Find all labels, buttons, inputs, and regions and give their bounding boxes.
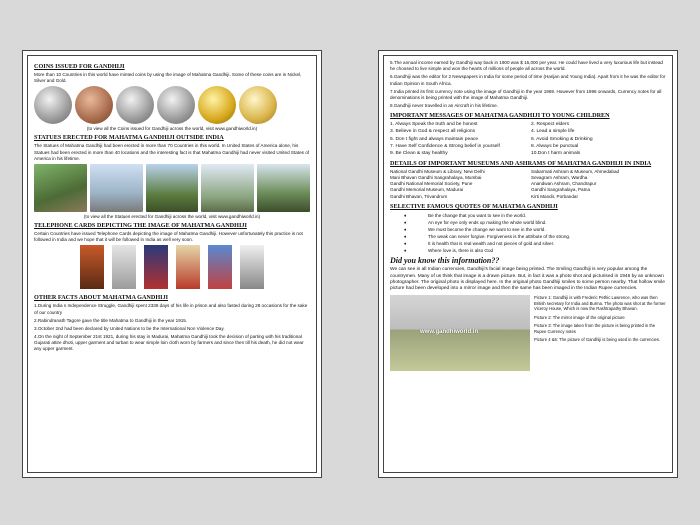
telephone-card-image — [112, 245, 136, 289]
quote-item: ♦ Where love is, there is also God — [404, 247, 666, 254]
message-item: 8. Always be punctual — [531, 143, 579, 149]
quote-item: ♦ Be the change that you want to see in the world. — [404, 212, 666, 219]
coins-gallery — [34, 86, 310, 124]
fact-item: 5.The annual income earned by Gandhiji way back in 1900 was $ 15,000 per year. He could have lived a very luxurious life but instead he choosed to live simple and won the hearts of millions of people all across the world. — [390, 60, 663, 72]
message-item: 1. Always Speak the truth and be honest — [390, 122, 478, 128]
coin-image — [157, 86, 195, 124]
statues-gallery — [34, 164, 310, 212]
message-item: 5. Don t fight and always maintain peace — [390, 136, 479, 142]
telephone-card-image — [240, 245, 264, 289]
museum-item: Anandwan Ashram, Chandrapur — [531, 181, 597, 187]
message-item: 2. Respect elders — [531, 122, 570, 128]
quote-item: ♦ The weak can never forgive. Forgiveness is the attribute of the strong. — [404, 233, 666, 240]
coin-image — [75, 86, 113, 124]
telephone-card-image — [208, 245, 232, 289]
did-you-know-text: We can see in all Indian currencies, Gandhiji's facial image being printed. The Smiling Gandhiji is very popular among the countrymen. Many of us think that image is a drawn picture. But, in fact it was a photo shot and picturised in 1946 by an unknown photographer. The original photo is displayed here. In the original photo Gandhiji smiles to some person nearby. That hollow smile picture had been developed into a mirror image and then the same has been imaged in the Indian Rupee currencies. — [390, 267, 665, 292]
right-page — [378, 50, 678, 478]
statue-photo — [257, 164, 310, 212]
telephone-card-image — [80, 245, 104, 289]
statues-text: The Statues of Mahatma Gandhiji had been erected in more than 70 Countries in this world. In United States of America alone, his Statues had been erected in more than 40 locations and the interesting fact is that Mahatma Gandhiji had never visited United States of America in his lifetime. — [34, 143, 310, 161]
message-item: 3. Believe in God & respect all religions — [390, 129, 476, 135]
museum-item: Gandhi Memorial Museum, Madurai — [390, 187, 464, 193]
messages-list — [390, 121, 666, 157]
museum-item: Sabarmati Ashram & Museum, Ahmedabad — [531, 168, 620, 174]
statue-photo — [201, 164, 254, 212]
museums-heading: DETAILS OF IMPORTANT MUSEUMS AND ASHRAMS OF MAHATMA GANDHIJI IN INDIA — [390, 159, 652, 167]
coins-text: More than 10 Countries in this world have minted coins by using the image of Mahatma Gandhiji. Some of these coins are in Nickel, Silver and Gold. — [34, 72, 302, 84]
picture-caption: Picture 1: Gandhiji is with Frederic Pethic Lawrence, who was then British secretary for India and Burma. The photo was shot at the former Viceroy House, Which is now the Rashtrapathy Bhavan. — [534, 295, 666, 312]
picture-caption: Picture 4 &5: The picture of Gandhiji is being used in the currencies. — [534, 337, 661, 343]
statue-photo — [90, 164, 143, 212]
fact-item: 4.On the night of September 21st 1921, during his stay in Madurai, Mahatma Gandhiji took the decision of parting with his traditional Gujarati attire dhoti, upper garment and turban to wear simple loin cloth worn by farmers and since then till his death, he did not wear any upper garment. — [34, 334, 304, 352]
telephone-cards-gallery — [34, 245, 310, 289]
picture-caption: Picture 2: The mirror image of the original picture — [534, 314, 625, 320]
coin-image — [34, 86, 72, 124]
fact-item: 8.Gandhiji never travelled in an Aircraft in his lifetime. — [390, 103, 499, 109]
statues-caption: (to view all the Statues erected for Gandhiji across the world, visit www.gandhiworld.in) — [83, 213, 261, 219]
museum-item: Sevagram Ashram, Wardha — [531, 175, 588, 181]
museum-item: Mani Bhavan Gandhi Sangrahalaya, Mumbai — [390, 175, 482, 181]
fact-item: 7.India printed its first currency note using the image of Gandhiji in the year 1969. However from 1996 onwards, Currency notes for all denominations is being printed with the image of Mahatma Gandhiji. — [390, 88, 662, 100]
statue-photo — [146, 164, 199, 212]
left-page — [22, 50, 322, 478]
coin-image — [116, 86, 154, 124]
coin-image — [198, 86, 236, 124]
other-facts-heading: OTHER FACTS ABOUT MAHATMA GANDHIJI — [34, 294, 169, 302]
museum-item: National Gandhi Museum & Library, New Delhi — [390, 168, 485, 174]
fact-item: 1.During India s Independence Struggle, Gandhiji spent 2338 days of his life in prison and also fasted during 28 occasions for the sake of our country — [34, 303, 308, 315]
telephone-card-image — [176, 245, 200, 289]
gandhi-photo-collage — [390, 295, 530, 371]
quote-item: ♦ We must become the change we want to see in the world. — [404, 226, 666, 233]
photo-section — [390, 295, 666, 371]
left-page-frame — [27, 55, 317, 473]
quotes-list — [390, 212, 666, 255]
telephone-card-image — [144, 245, 168, 289]
museum-item: Gandhi Sangrahalaya, Patna — [531, 187, 590, 193]
watermark-text: www.gandhiworld.in — [420, 329, 479, 336]
fact-item: 6.Gandhiji was the editor for 2 Newspapers in India for some period of time (Harijan and Young India). Apart from it he was the editor for Indian Opinion in South Africa. — [390, 74, 666, 86]
message-item: 9. Be Clean & stay healthy — [390, 150, 448, 156]
fact-item: 2.Rabindranath Tagore gave the title Mahatma to Gandhiji in the year 1915. — [34, 317, 188, 323]
quote-item: ♦ An eye for eye only ends up making the whole world blind. — [404, 219, 666, 226]
fact-item: 3.October 2nd had been declared by United Nations to be the International Non Violence Day. — [34, 325, 225, 331]
message-item: 7. Have Self Confidence & Strong belief in yourself — [390, 143, 500, 149]
quotes-heading: SELECTIVE FAMOUS QUOTES OF MAHATMA GANDHIJI — [390, 202, 558, 210]
museum-item: Kirti Mandir, Porbandar — [531, 193, 578, 199]
telephone-text: Certain Countries have issued Telephone Cards depicting the image of Mahatma Gandhiji. However unfortunately this practice is not followed in India and we hope that it will be followed in India as well very soon. — [34, 230, 303, 243]
messages-heading: IMPORTANT MESSAGES OF MAHATMA GANDHIJI TO YOUNG CHILDREN — [390, 112, 610, 120]
statues-heading: STATUES ERECTED FOR MAHATMA GANDHIJI OUTSIDE INDIA — [34, 134, 224, 142]
message-item: 6. Avoid Smoking & Drinking — [531, 136, 593, 142]
museum-item: Gandhi Bhavan, Trivandrum — [390, 193, 448, 199]
museums-list — [390, 169, 666, 200]
picture-caption: Picture 3: The image taken from the picture is being printed in the Rupee Currency notes — [534, 323, 656, 334]
message-item: 10.Don t harm animals — [531, 150, 581, 156]
right-page-frame — [383, 55, 673, 473]
picture-captions — [534, 295, 666, 371]
coins-heading: COINS ISSUED FOR GANDHIJI — [34, 63, 125, 70]
museum-item: Gandhi National Memorial Society, Pune — [390, 181, 473, 187]
quote-item: ♦ It is health that is real wealth and not pieces of gold and silver. — [404, 240, 666, 247]
did-you-know-title: Did you know this information?? — [390, 256, 500, 266]
statue-photo — [34, 164, 87, 212]
coins-caption: (to view all the Coins issued for Gandhiji across the world, visit www.gandhiworld.in) — [86, 126, 258, 132]
coin-image — [239, 86, 277, 124]
telephone-heading: TELEPHONE CARDS DEPICTING THE IMAGE OF MAHATMA GANDHIJI — [34, 221, 247, 229]
message-item: 4. Lead a simple life — [531, 129, 575, 135]
